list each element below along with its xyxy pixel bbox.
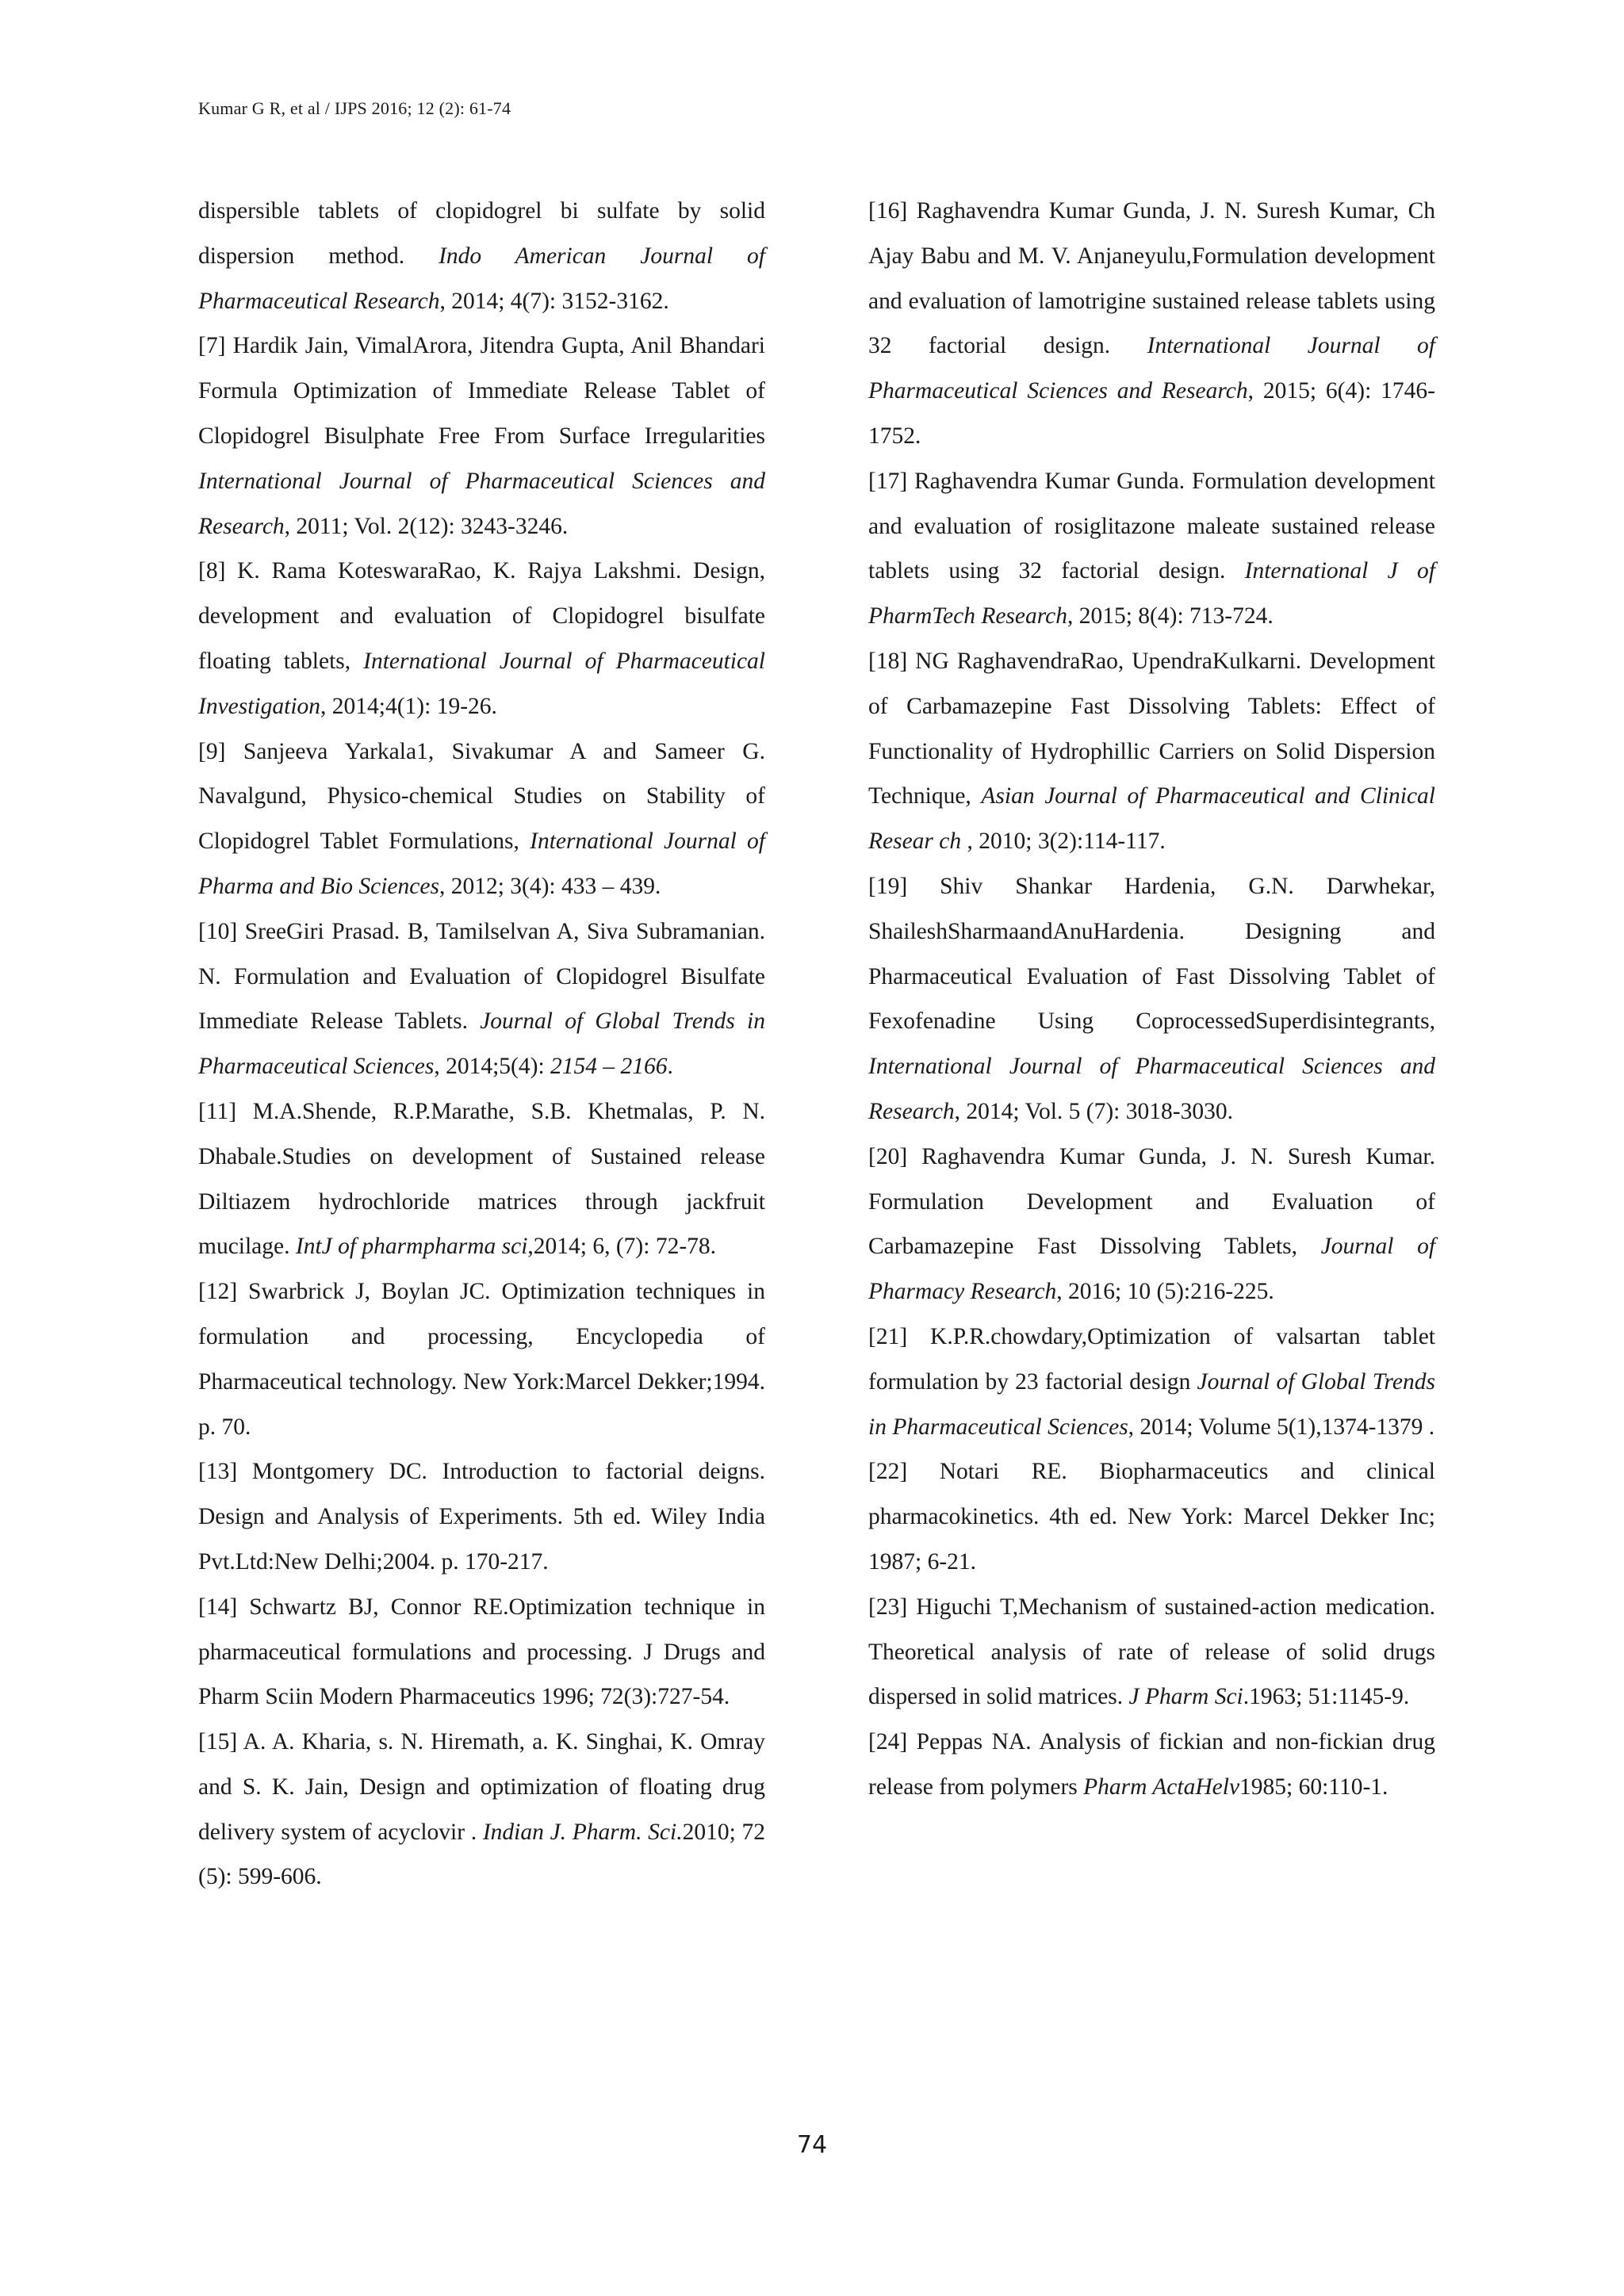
reference-item: [7] Hardik Jain, VimalArora, Jitendra Gupta, Anil Bhandari Formula Optimization of Immediate Release Tablet of Clopidogrel Bisulphate Free From Surface Irregularities International Journal of Pharmaceutical Sciences and Research, 2011; Vol. 2(12): 3243-3246. — [198, 333, 765, 539]
reference-item: [17] Raghavendra Kumar Gunda. Formulation development and evaluation of rosiglitazone maleate sustained release tablets using 32 factorial design. International J of PharmTech Research, 2015; 8(4): 713-724. — [868, 468, 1435, 629]
reference-item: [21] K.P.R.chowdary,Optimization of valsartan tablet formulation by 23 factorial design Journal of Global Trends in Pharmaceutical Sciences, 2014; Volume 5(1),1374-1379 . — [868, 1323, 1436, 1440]
reference-item: [10] SreeGiri Prasad. B, Tamilselvan A, Siva Subramanian. N. Formulation and Evaluation of Clopidogrel Bisulfate Immediate Release Tablets. Journal of Global Trends in Pharmaceutical Sciences, 2014;5(4): 2154 – 2166. — [198, 918, 765, 1080]
reference-item: [8] K. Rama KoteswaraRao, K. Rajya Lakshmi. Design, development and evaluation of Clopidogrel bisulfate floating tablets, International Journal of Pharmaceutical Investigation, 2014;4(1): 19-26. — [198, 558, 765, 719]
reference-item: [15] A. A. Kharia, s. N. Hiremath, a. K. Singhai, K. Omray and S. K. Jain, Design and optimization of floating drug delivery system of acyclovir . Indian J. Pharm. Sci.2010; 72 (5): 599-606. — [198, 1729, 765, 1890]
reference-item: [12] Swarbrick J, Boylan JC. Optimization techniques in formulation and processing, Encyclopedia of Pharmaceutical technology. New York:Marcel Dekker;1994. p. 70. — [198, 1279, 765, 1440]
reference-item: [19] Shiv Shankar Hardenia, G.N. Darwhekar, ShaileshSharmaandAnuHardenia. Designing and Pharmaceutical Evaluation of Fast Dissolving Tablet of Fexofenadine Using CoprocessedSuperdisintegrants, International Journal of Pharmaceutical Sciences and Research, 2014; Vol. 5 (7): 3018-3030. — [868, 873, 1435, 1124]
reference-item: [23] Higuchi T,Mechanism of sustained-action medication. Theoretical analysis of rate of release of solid drugs dispersed in solid matrices. J Pharm Sci.1963; 51:1145-9. — [868, 1594, 1435, 1710]
reference-item: [24] Peppas NA. Analysis of fickian and non-fickian drug release from polymers Pharm ActaHelv1985; 60:110-1. — [868, 1729, 1435, 1800]
reference-item: [9] Sanjeeva Yarkala1, Sivakumar A and Sameer G. Navalgund, Physico-chemical Studies on Stability of Clopidogrel Tablet Formulations, International Journal of Pharma and Bio Sciences, 2012; 3(4): 433 – 439. — [198, 738, 765, 899]
reference-item: [22] Notari RE. Biopharmaceutics and clinical pharmacokinetics. 4th ed. New York: Marcel Dekker Inc; 1987; 6-21. — [868, 1459, 1435, 1575]
reference-item: [20] Raghavendra Kumar Gunda, J. N. Suresh Kumar. Formulation Development and Evaluation of Carbamazepine Fast Dissolving Tablets, Journal of Pharmacy Research, 2016; 10 (5):216-225. — [868, 1143, 1436, 1305]
page-number: 74 — [796, 2131, 828, 2159]
reference-item: [18] NG RaghavendraRao, UpendraKulkarni. Development of Carbamazepine Fast Dissolving Tablets: Effect of Functionality of Hydrophillic Carriers on Solid Dispersion Technique, Asian Journal of Pharmaceutical and Clinical Resear ch , 2010; 3(2):114-117. — [868, 648, 1436, 855]
reference-item: dispersible tablets of clopidogrel bi sulfate by solid dispersion method. Indo American Journal of Pharmaceutical Research, 2014; 4(7): 3152-3162. — [198, 198, 765, 314]
right-column — [868, 189, 1435, 1810]
running-head: Kumar G R, et al / IJPS 2016; 12 (2): 61-74 — [198, 98, 511, 118]
reference-item: [16] Raghavendra Kumar Gunda, J. N. Suresh Kumar, Ch Ajay Babu and M. V. Anjaneyulu,Formulation development and evaluation of lamotrigine sustained release tablets using 32 factorial design. International Journal of Pharmaceutical Sciences and Research, 2015; 6(4): 1746-1752. — [868, 198, 1435, 449]
reference-item: [13] Montgomery DC. Introduction to factorial deigns. Design and Analysis of Experiments. 5th ed. Wiley India Pvt.Ltd:New Delhi;2004. p. 170-217. — [198, 1459, 765, 1575]
left-column — [198, 189, 765, 1900]
reference-item: [14] Schwartz BJ, Connor RE.Optimization technique in pharmaceutical formulations and processing. J Drugs and Pharm Sciin Modern Pharmaceutics 1996; 72(3):727-54. — [198, 1594, 765, 1710]
reference-item: [11] M.A.Shende, R.P.Marathe, S.B. Khetmalas, P. N. Dhabale.Studies on development of Sustained release Diltiazem hydrochloride matrices through jackfruit mucilage. IntJ of pharmpharma sci,2014; 6, (7): 72-78. — [198, 1098, 765, 1260]
